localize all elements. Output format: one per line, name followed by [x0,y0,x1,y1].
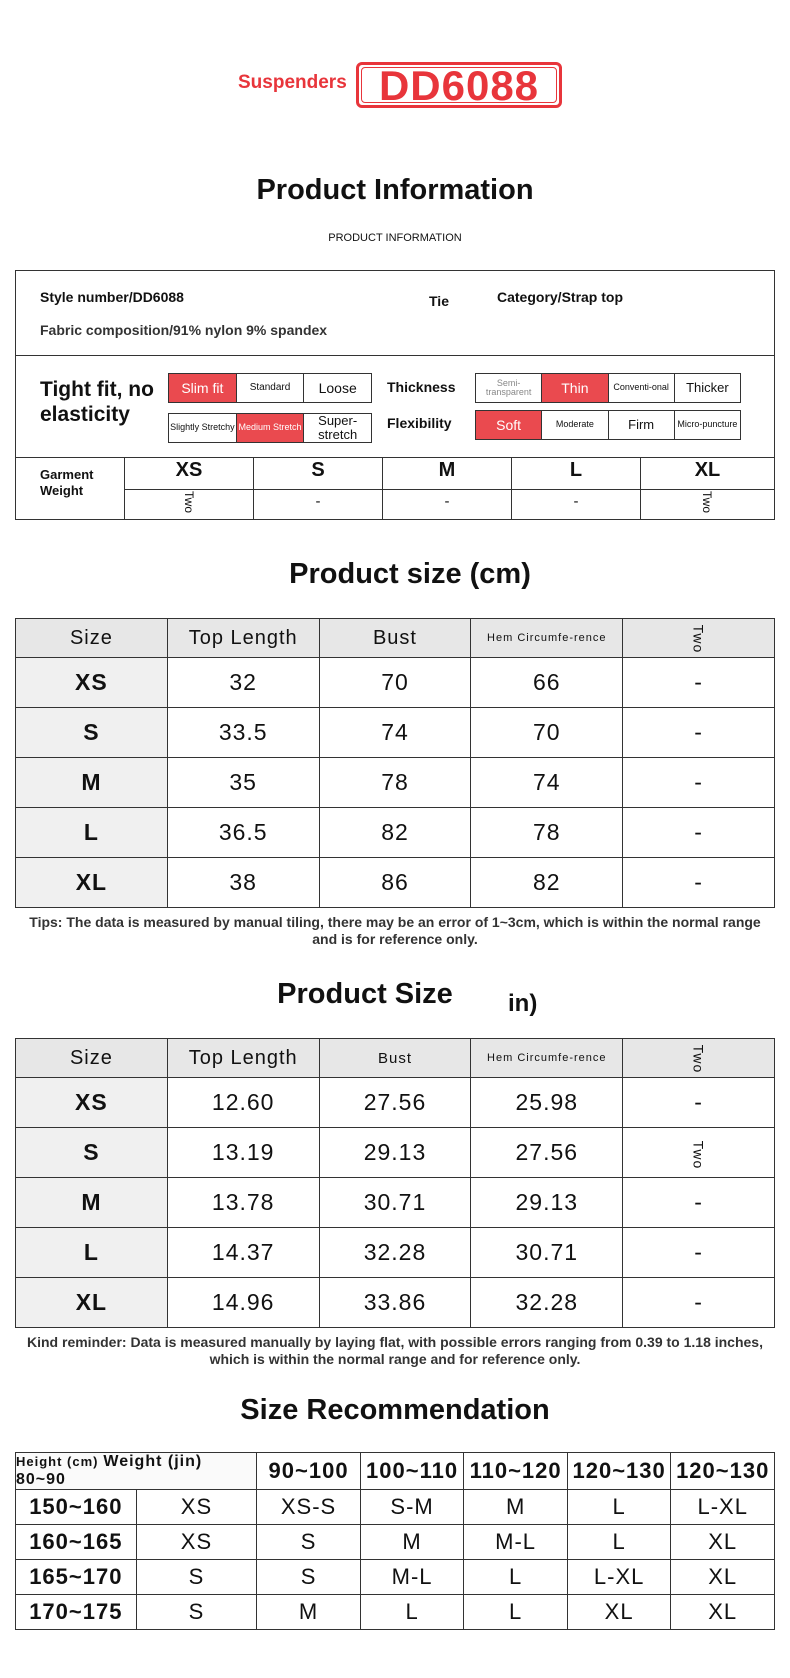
table-row [16,1078,775,1128]
cell: XL [671,1525,775,1560]
recommendation-title: Size Recommendation [240,1394,550,1426]
cell: 82 [319,808,471,858]
cell: 32.28 [319,1228,471,1278]
cell: 70 [471,708,623,758]
cell: M-L [464,1525,568,1560]
cell: XL [671,1595,775,1630]
table-row [16,1128,775,1178]
cell: S [136,1560,257,1595]
cell: M [464,1490,568,1525]
cell: 32.28 [471,1278,623,1328]
fit-options [168,373,372,403]
cell: 12.60 [167,1078,319,1128]
height-cell: 170~175 [16,1595,137,1630]
cell: - [623,1178,775,1228]
cell: - [623,808,775,858]
weight-size-s: S [311,459,325,481]
cell: S [136,1595,257,1630]
thickness-option-thin: Thin [542,374,608,402]
row-size: S [16,1128,168,1178]
cell: 25.98 [471,1078,623,1128]
stretch-option-super: Super-stretch [318,413,358,442]
weight-size-l: L [569,459,583,481]
style-number: Style number/DD6088 [40,289,184,305]
cell: XS [136,1525,257,1560]
cell: M [257,1595,361,1630]
weight-size-xl: XL [694,459,721,481]
cell: 74 [319,708,471,758]
col-header-size: Size [16,1039,168,1078]
fit-option-loose: Loose [318,379,357,396]
row-size: XS [16,1078,168,1128]
cell: L [464,1560,568,1595]
flexibility-options [475,410,741,440]
cell: XS [136,1490,257,1525]
cell: 32 [167,658,319,708]
thickness-label: Thickness [387,379,456,395]
table-row [16,708,775,758]
size-cm-title: Product size (cm) [289,558,531,590]
cell: 78 [319,758,471,808]
col-header-extra: Two [623,619,775,658]
cell: L [567,1525,671,1560]
cell: XL [671,1560,775,1595]
col-header-hem: Hem Circumfe-rence [471,619,623,658]
table-row [16,808,775,858]
table-row [16,1228,775,1278]
fabric-composition: Fabric composition/91% nylon 9% spandex [40,322,328,338]
style-code: DD6088 [378,62,540,109]
cell: 66 [471,658,623,708]
flex-option-firm: Firm [609,411,675,439]
cell: 30.71 [319,1178,471,1228]
thickness-option-conventional: Conventi-onal [609,374,675,402]
cell: - [623,708,775,758]
weight-value-l: - [573,493,579,510]
cell: 14.37 [167,1228,319,1278]
cell: 78 [471,808,623,858]
cell: 27.56 [319,1078,471,1128]
weight-size-m: M [438,459,456,481]
row-size: M [16,1178,168,1228]
weight-size-xs: XS [175,459,203,481]
cell: L-XL [567,1560,671,1595]
cell: 86 [319,858,471,908]
table-row [16,758,775,808]
row-size: S [16,708,168,758]
height-cell: 150~160 [16,1490,137,1525]
cell: - [623,1278,775,1328]
recommendation-table [15,1452,775,1630]
size-cm-table [15,618,775,908]
cell: 36.5 [167,808,319,858]
stretch-options [168,413,372,443]
size-in-table [15,1038,775,1328]
product-info-box [15,270,775,520]
table-row [16,1595,775,1630]
cell: 30.71 [471,1228,623,1278]
cell: S [257,1525,361,1560]
table-header-row [16,619,775,658]
row-size: XS [16,658,168,708]
size-in-title: Product Size [277,978,453,1010]
col-header-bust: Bust [319,619,471,658]
row-size: XL [16,858,168,908]
thickness-option-thicker: Thicker [686,380,729,396]
fit-option-standard: Standard [237,374,305,402]
col-header-top-length: Top Length [167,619,319,658]
flexibility-label: Flexibility [387,415,452,431]
table-header-row [16,1039,775,1078]
cell: - [623,1228,775,1278]
row-size: XL [16,1278,168,1328]
weight-label: Garment Weight [40,467,94,498]
flex-option-soft: Soft [476,411,542,439]
row-size: L [16,1228,168,1278]
category-label: Suspenders [238,72,347,93]
style-code-box [356,62,562,108]
table-row [16,1490,775,1525]
height-cell: 160~165 [16,1525,137,1560]
height-cell: 165~170 [16,1560,137,1595]
cell: 82 [471,858,623,908]
size-in-tips: Kind reminder: Data is measured manually by laying flat, with possible errors ranging from 0.39 to 1.18 inches, which is within the normal range and for reference only. [27,1334,763,1367]
col-header-extra: Two [623,1039,775,1078]
flex-option-micro: Micro-puncture [677,419,738,430]
cell: - [623,858,775,908]
cell: 38 [167,858,319,908]
table-row [16,1278,775,1328]
weight-col: 90~100 [257,1453,361,1490]
table-header-row [16,1453,775,1490]
cell: L-XL [671,1490,775,1525]
weight-col: 100~110 [360,1453,464,1490]
cell: XS-S [257,1490,361,1525]
fit-label: Tight fit, no elasticity [40,378,154,426]
rec-header-height-weight [16,1453,257,1490]
col-header-top-length: Top Length [167,1039,319,1078]
product-info-title: Product Information [256,174,534,206]
cell: - [623,658,775,708]
table-row [16,1560,775,1595]
cell: L [567,1490,671,1525]
cell: 70 [319,658,471,708]
cell: 33.86 [319,1278,471,1328]
table-row [16,858,775,908]
size-cm-tips: Tips: The data is measured by manual tiling, there may be an error of 1~3cm, which is within the normal range and is for reference only. [29,914,761,947]
cell: 13.78 [167,1178,319,1228]
height-label: Height (cm) [16,1454,99,1469]
tie-label: Tie [429,293,449,309]
table-row [16,658,775,708]
cell: 35 [167,758,319,808]
cell: L [464,1595,568,1630]
cell: 27.56 [471,1128,623,1178]
col-header-hem: Hem Circumfe-rence [471,1039,623,1078]
fit-option-slim: Slim fit [169,374,237,402]
cell: 13.19 [167,1128,319,1178]
flex-option-moderate: Moderate [542,411,608,439]
table-row [16,1178,775,1228]
cell: 14.96 [167,1278,319,1328]
cell: - [623,758,775,808]
cell: M-L [360,1560,464,1595]
cell: S [257,1560,361,1595]
cell: Two [623,1128,775,1178]
cell: - [623,1078,775,1128]
size-in-unit: in) [508,990,538,1017]
category: Category/Strap top [497,289,624,305]
brand-header [0,58,790,114]
cell: 29.13 [471,1178,623,1228]
weight-value-s: - [315,493,321,510]
col-header-bust: Bust [319,1039,471,1078]
weight-label: Weight (jin) 80~90 [16,1453,203,1488]
weight-col: 120~130 [567,1453,671,1490]
weight-value-m: - [444,493,450,510]
cell: S-M [360,1490,464,1525]
row-size: L [16,808,168,858]
cell: L [360,1595,464,1630]
cell: 33.5 [167,708,319,758]
table-row [16,1525,775,1560]
row-size: M [16,758,168,808]
col-header-size: Size [16,619,168,658]
weight-value-xs: Two [181,490,196,514]
thickness-option-semi: Semi-transparent [476,374,542,402]
cell: M [360,1525,464,1560]
weight-col: 110~120 [464,1453,568,1490]
thickness-options [475,373,741,403]
stretch-option-medium: Medium Stretch [237,414,305,442]
cell: XL [567,1595,671,1630]
cell: 74 [471,758,623,808]
cell: 29.13 [319,1128,471,1178]
product-info-subtitle: PRODUCT INFORMATION [328,232,462,244]
weight-col: 120~130 [671,1453,775,1490]
weight-value-xl: Two [700,490,715,514]
stretch-option-slight: Slightly Stretchy [169,414,237,442]
